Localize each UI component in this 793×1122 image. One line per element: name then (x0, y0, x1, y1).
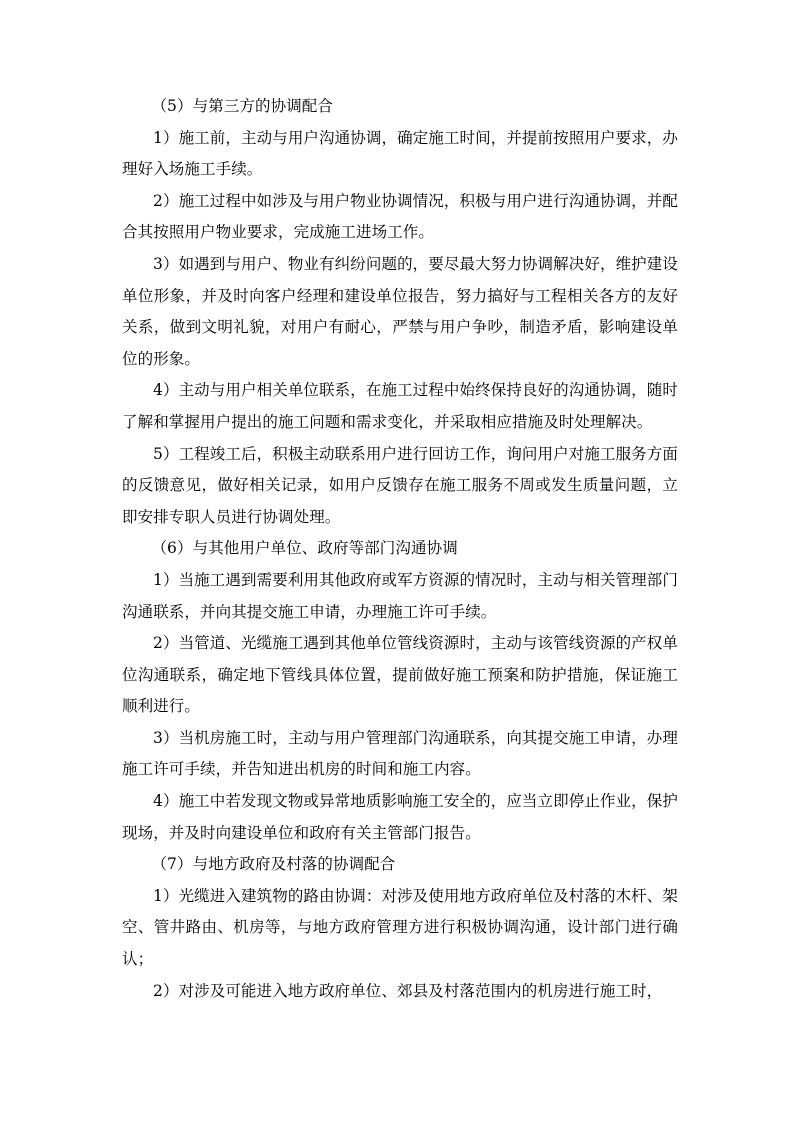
paragraph: 1）施工前，主动与用户沟通协调，确定施工时间，并提前按照用户要求，办理好入场施工手续。 (122, 128, 678, 179)
section-heading-7: （7）与地方政府及村落的协调配合 (151, 855, 396, 874)
section-heading-5: （5）与第三方的协调配合 (151, 97, 333, 115)
paragraph: 2）当管道、光缆施工遇到其他单位管线资源时，主动与该管线资源的产权单位沟通联系，确定地下管线具体位置，提前做好施工预案和防护措施，保证施工顺利进行。 (122, 634, 678, 716)
paragraph: 1）光缆进入建筑物的路由协调：对涉及使用地方政府单位及村落的木杆、架空、管井路由、机房等，与地方政府管理方进行积极协调沟通，设计部门进行确认； (122, 886, 678, 969)
paragraph: 1）当施工遇到需要利用其他政府或军方资源的情况时，主动与相关管理部门沟通联系，并向其提交施工申请，办理施工许可手续。 (122, 570, 678, 621)
paragraph: 4）施工中若发现文物或异常地质影响施工安全的，应当立即停止作业，保护现场，并及时向建设单位和政府有关主管部门报告。 (122, 792, 678, 842)
paragraph: 3）当机房施工时，主动与用户管理部门沟通联系，向其提交施工申请，办理施工许可手续，并告知进出机房的时间和施工内容。 (122, 728, 678, 779)
section-heading-6: （6）与其他用户单位、政府等部门沟通协调 (151, 539, 458, 558)
document-body (122, 91, 678, 1007)
paragraph: 2）对涉及可能进入地方政府单位、郊县及村落范围内的机房进行施工时， (153, 981, 663, 1000)
paragraph: 3）如遇到与用户、物业有纠纷问题的，要尽最大努力协调解决好，维护建设单位形象，并及时向客户经理和建设单位报告，努力搞好与工程相关各方的友好关系，做到文明礼貌，对用户有耐心，严禁与用户争吵，制造矛盾，影响建设单位的形象。 (122, 254, 678, 368)
paragraph: 5）工程竣工后，积极主动联系用户进行回访工作，询问用户对施工服务方面的反馈意见，做好相关记录，如用户反馈存在施工服务不周或发生质量问题，立即安排专职人员进行协调处理。 (122, 444, 678, 526)
paragraph: 2）施工过程中如涉及与用户物业协调情况，积极与用户进行沟通协调，并配合其按照用户物业要求，完成施工进场工作。 (122, 191, 678, 242)
paragraph: 4）主动与用户相关单位联系，在施工过程中始终保持良好的沟通协调，随时了解和掌握用户提出的施工问题和需求变化，并采取相应措施及时处理解决。 (122, 381, 678, 431)
